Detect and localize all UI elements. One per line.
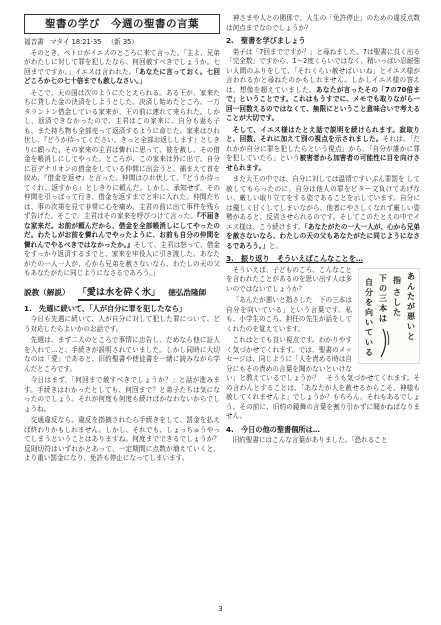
verse-page: （新 35） [107,38,138,46]
svg-text:が: が [407,300,415,311]
body-paragraph: 「あんたが悪いと指さした 下の三本は自分を向いている」という言葉です。私も、小学生のころ、担任の先生が話をしてくれたのを覚えています。 [226,296,352,333]
svg-text:た: た [393,306,401,317]
svg-text:る: る [365,346,373,357]
svg-text:向: 向 [365,306,373,317]
svg-text:し: し [393,296,401,307]
body-paragraph: そして、イエス様はたとえ話で説明を続けられます。寂取りと、回数、それに加えて別の視点を示されました。それは、「だれかが自分に罪を犯したらという視点」から、「自分が誰かに罪を犯していたら」という被害者から加害者の可能性に目を向けさせられます。 [226,125,421,172]
sermon-author: 徳弘浩隆師 [168,287,207,297]
svg-text:下: 下 [379,272,387,283]
body-paragraph: 神さまや人との関係で、人生の「免許停止」のための違反点数は何点までなのでしょうか？ [226,14,420,32]
body-paragraph: 旧約聖書にはこんな言葉がありました。「恐れること [232,436,388,444]
page-number: 3 [218,605,223,613]
verse-reference [24,38,220,48]
section-heading-4: 4. 今日の他の聖書個所は… [226,424,320,434]
scripture-paragraph: そこで、天の国は次のようにたとえられる。ある王が、家来たちに貸した金の決済をしようとした。決済し始めたところ、一万タラントン借金している家来が、王の前に連れて来られた。しかし、返済できなかったので、主君はこの家来に、自分も妻も子も、また持ち物も全部売って返済するように命じた。家来はひれ伏し、『どうか待ってください。きっと全部お返しします』としきりに願った。その家来の主君は憐れに思って、彼を赦し、その借金を帳消しにしてやった。ところが、この家来は外に出て、自分に百デナリオンの借金をしている仲間に出会うと、捕まえて首を絞め、『借金を返せ』と言った。仲間はひれ伏して、『どうか待ってくれ。返すから』としきりに頼んだ。しかし、承知せず、その仲間を引っぱって行き、借金を返すまでと牢に入れた。仲間たちは、事の次第を見て非常に心を痛め、主君の前に出て事件を残らず告げた。そこで、主君はその家来を呼びつけて言った。『不届きな家来だ。お前が頼んだから、借金を全部帳消しにしてやったのだ。わたしがお前を憐れんでやったように、お前も自分の仲間を憐れんでやるべきではなかったか。』そして、主君は怒って、借金をすっかり返済するまでと、家来を牢役人に引き渡した。あなたがたの一人一人が、心から兄弟を赦さないなら、わたしの天の父もあなたがたに同じようになさるであろう。」 [24,88,220,277]
verse-ref: マタイ 18:21-35 [49,38,102,46]
section-heading-1: 1. 先週に続いて、「人が自分に罪を犯したなら」 [24,303,187,313]
svg-text:て: て [365,326,373,337]
body-paragraph: 先週は、まず二人のところで事情に忠告し、だめなら他に証人を入れて…と、手続きが説明されていました。しかし同時に大切なのは「愛」であると、旧約聖書や使徒書を一緒に読みながら学んだところです。 [24,336,220,373]
body-paragraph: これはとても良い視点です。わかりやすく気づかせてくれます。では、聖書のメッセージは、同じように「人を責める時は自分にもその責めの言葉を聞かないといけない」と教えているでしょうか？ そうも気づかせてくれます。その言わんとすることは、「あなたが人を赦せるからこそ、神様も赦してくれませんよ」でしょうか？もちろん、それもあるでしょう。その前に、旧約の鏡舞の言葉を割り引かずに聞かねばなりません。 [226,336,420,420]
body-paragraph: 今日はまず、「何回まで赦すべきでしょうか？」と話が進みます。手続きはわかったとしても、何回まで？と弟子たちは気になったのでしょう。それが何度も何度も続けばかなわないからでしょうね。 [24,376,220,413]
svg-text:指: 指 [393,274,401,285]
svg-text:さ: さ [393,286,401,297]
section-heading-2: 2. 聖書を学びましょう [226,36,306,45]
calligraphy-col1: あ [407,270,415,281]
svg-text:本: 本 [379,302,387,313]
body-paragraph: また大王の中では、自分に対しては温情ですいぶん罪罰を して赦してもらったのに、自分は他人の罪をピター文負けてあげない、厳しい取り立てをする姿であることを示しています。自分には優しく甘くしてしまいながら、他者にやさしくなれず厳しい姿勢があると、反省させられるのです。そしてこのたとえの中でイエス様は、こう続けます。「あなたがたの一人一人が、心から兄弟を赦さないなら、わたしの天の父もあなたがたに同じようになさるであろう。」と。 [226,175,420,250]
verse-label: 福音書 [24,38,44,46]
left-column [24,14,227,466]
right-column [226,14,420,448]
svg-text:の: の [379,282,387,293]
svg-text:と: と [407,330,415,341]
section-heading-3: 3. 振り返り そういえばこんなことを… [226,254,364,263]
calligraphy-drawing [359,269,419,363]
scripture-paragraph: そのとき、ペトロがイエスのところに来て言った。「主よ、兄弟がわたしに対して罪を犯したなら、何回赦すべきでしょうか。七回までですか。」イエスは言われた。「あなたに言っておく。七回どころか七の七十倍までも赦しなさい。」 [24,48,220,85]
svg-text:自: 自 [365,276,373,287]
svg-text:を: を [365,296,373,307]
body-paragraph: 弟子は「7回までですか？」と尋ねました。7は聖書に良く出る「完全数」ですから、1～2度くらいではなく、精いっぱい忍耐強い人間のふりをして、「それくらい赦せばいいね」とイエス様が言われるかと尋ねたのかもしれません。しかしイエス様の答えは、想像を超えていました。あなたが言ったその「7の70倍まで」ということです。これはもうすでに、メモでも取りながら一回一回数えるのではなくて、無限にということ意味合いで考えることが大切です。 [226,47,421,122]
sermon-title: 「愛は水を砕く氷」 [78,287,161,301]
page-title: 聖書の学び 今週の聖書の言葉 [24,14,220,34]
svg-text:い: い [407,320,415,331]
sermon-heading [24,287,220,301]
svg-text:ん: ん [407,280,415,291]
svg-text:た: た [407,290,415,301]
svg-text:は: は [379,312,387,323]
reflection-block [226,266,420,422]
svg-text:悪: 悪 [407,310,415,321]
body-paragraph: 交通違反なら、違反を指摘されたら手続きをして、罰金を払えば終わりかもしれません。しかし、それでも、しょっちゅうやってしまうということはありますね。何度までできるでしょうか？ 反則切符はいずれかとあって、一定期間に点数が増えていくと、より重い罰金になり、免許も停止になってしまいます。 [24,416,227,462]
svg-text:い: い [365,336,373,347]
svg-text:分: 分 [365,286,373,297]
svg-text:い: い [365,316,373,327]
calligraphy-image [358,268,420,364]
body-paragraph: 今日も先週に続いて、人が自分に対して犯した罪について、どう対応したらよいかのお話です。 [24,315,220,333]
sermon-label: 説教（解説） [24,287,70,297]
svg-text:三: 三 [379,292,387,303]
body-paragraph: そういえば、子どものころ、こんなことを言われたことがあるのを思い出す人は多いのではないでしょうか？ [226,265,352,293]
